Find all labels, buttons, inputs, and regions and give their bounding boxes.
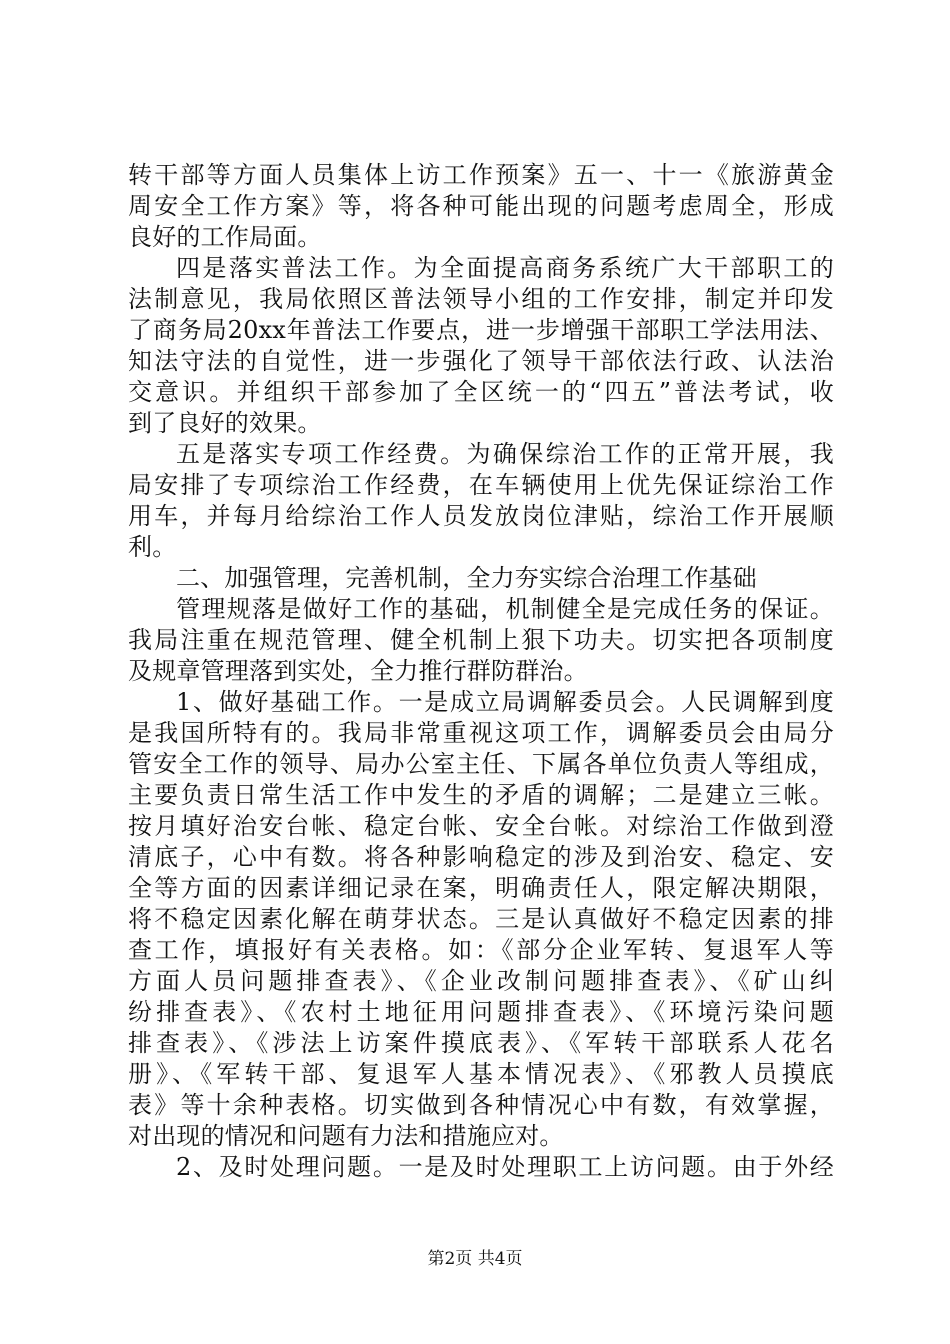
document-body (128, 160, 834, 1183)
text-line: 五是落实专项工作经费。为确保综治工作的正常开展，我 (176, 440, 834, 468)
text-line: 全等方面的因素详细记录在案，明确责任人，限定解决期限， (128, 874, 834, 902)
text-line: 册》、《军转干部、复退军人基本情况表》、《邪教人员摸底 (128, 1060, 834, 1088)
text-line: 纷排查表》、《农村土地征用问题排查表》、《环境污染问题 (128, 998, 834, 1026)
text-line: 四是落实普法工作。为全面提高商务系统广大干部职工的 (176, 254, 834, 282)
text-line: 是我国所特有的。我局非常重视这项工作，调解委员会由局分 (128, 719, 834, 747)
text-line: 利。 (128, 533, 177, 561)
text-line: 对出现的情况和问题有力法和措施应对。 (128, 1122, 564, 1150)
text-line: 2、及时处理问题。一是及时处理职工上访问题。由于外经 (176, 1153, 834, 1181)
text-line: 查工作，填报好有关表格。如：《部分企业军转、复退军人等 (128, 936, 834, 964)
text-line: 按月填好治安台帐、稳定台帐、安全台帐。对综治工作做到澄 (128, 812, 834, 840)
text-line: 到了良好的效果。 (128, 409, 322, 437)
text-line: 主要负责日常生活工作中发生的矛盾的调解；二是建立三帐。 (128, 781, 834, 809)
text-line: 1、做好基础工作。一是成立局调解委员会。人民调解到度 (176, 688, 834, 716)
text-line: 局安排了专项综治工作经费，在车辆使用上优先保证综治工作 (128, 471, 834, 499)
text-line: 表》等十余种表格。切实做到各种情况心中有数，有效掌握， (128, 1091, 834, 1119)
text-line: 交意识。并组织干部参加了全区统一的“四五”普法考试，收 (128, 378, 834, 406)
text-line: 管理规落是做好工作的基础，机制健全是完成任务的保证。 (176, 595, 834, 623)
page-footer (0, 1248, 950, 1270)
text-line: 周安全工作方案》等，将各种可能出现的问题考虑周全，形成 (128, 192, 834, 220)
text-line: 我局注重在规范管理、健全机制上狠下功夫。切实把各项制度 (128, 626, 834, 654)
text-line: 知法守法的自觉性，进一步强化了领导干部依法行政、认法治 (128, 347, 834, 375)
text-line: 法制意见，我局依照区普法领导小组的工作安排，制定并印发 (128, 285, 834, 313)
text-line: 清底子，心中有数。将各种影响稳定的涉及到治安、稳定、安 (128, 843, 834, 871)
text-line: 良好的工作局面。 (128, 223, 322, 251)
text-line: 方面人员问题排查表》、《企业改制问题排查表》、《矿山纠 (128, 967, 834, 995)
page-total: 共4页 (477, 1249, 523, 1269)
text-line: 排查表》、《涉法上访案件摸底表》、《军转干部联系人花名 (128, 1029, 834, 1057)
text-line: 及规章管理落到实处，全力推行群防群治。 (128, 657, 588, 685)
text-line: 管安全工作的领导、局办公室主任、下属各单位负责人等组成， (128, 750, 834, 778)
text-line: 了商务局20xx年普法工作要点，进一步增强干部职工学法用法、 (128, 316, 834, 344)
text-line: 用车，并每月给综治工作人员发放岗位津贴，综治工作开展顺 (128, 502, 834, 530)
text-line: 转干部等方面人员集体上访工作预案》五一、十一《旅游黄金 (128, 161, 834, 189)
text-line: 将不稳定因素化解在萌芽状态。三是认真做好不稳定因素的排 (128, 905, 834, 933)
text-line: 二、加强管理，完善机制，全力夯实综合治理工作基础 (176, 564, 757, 592)
page-number: 第2页 (427, 1249, 473, 1269)
